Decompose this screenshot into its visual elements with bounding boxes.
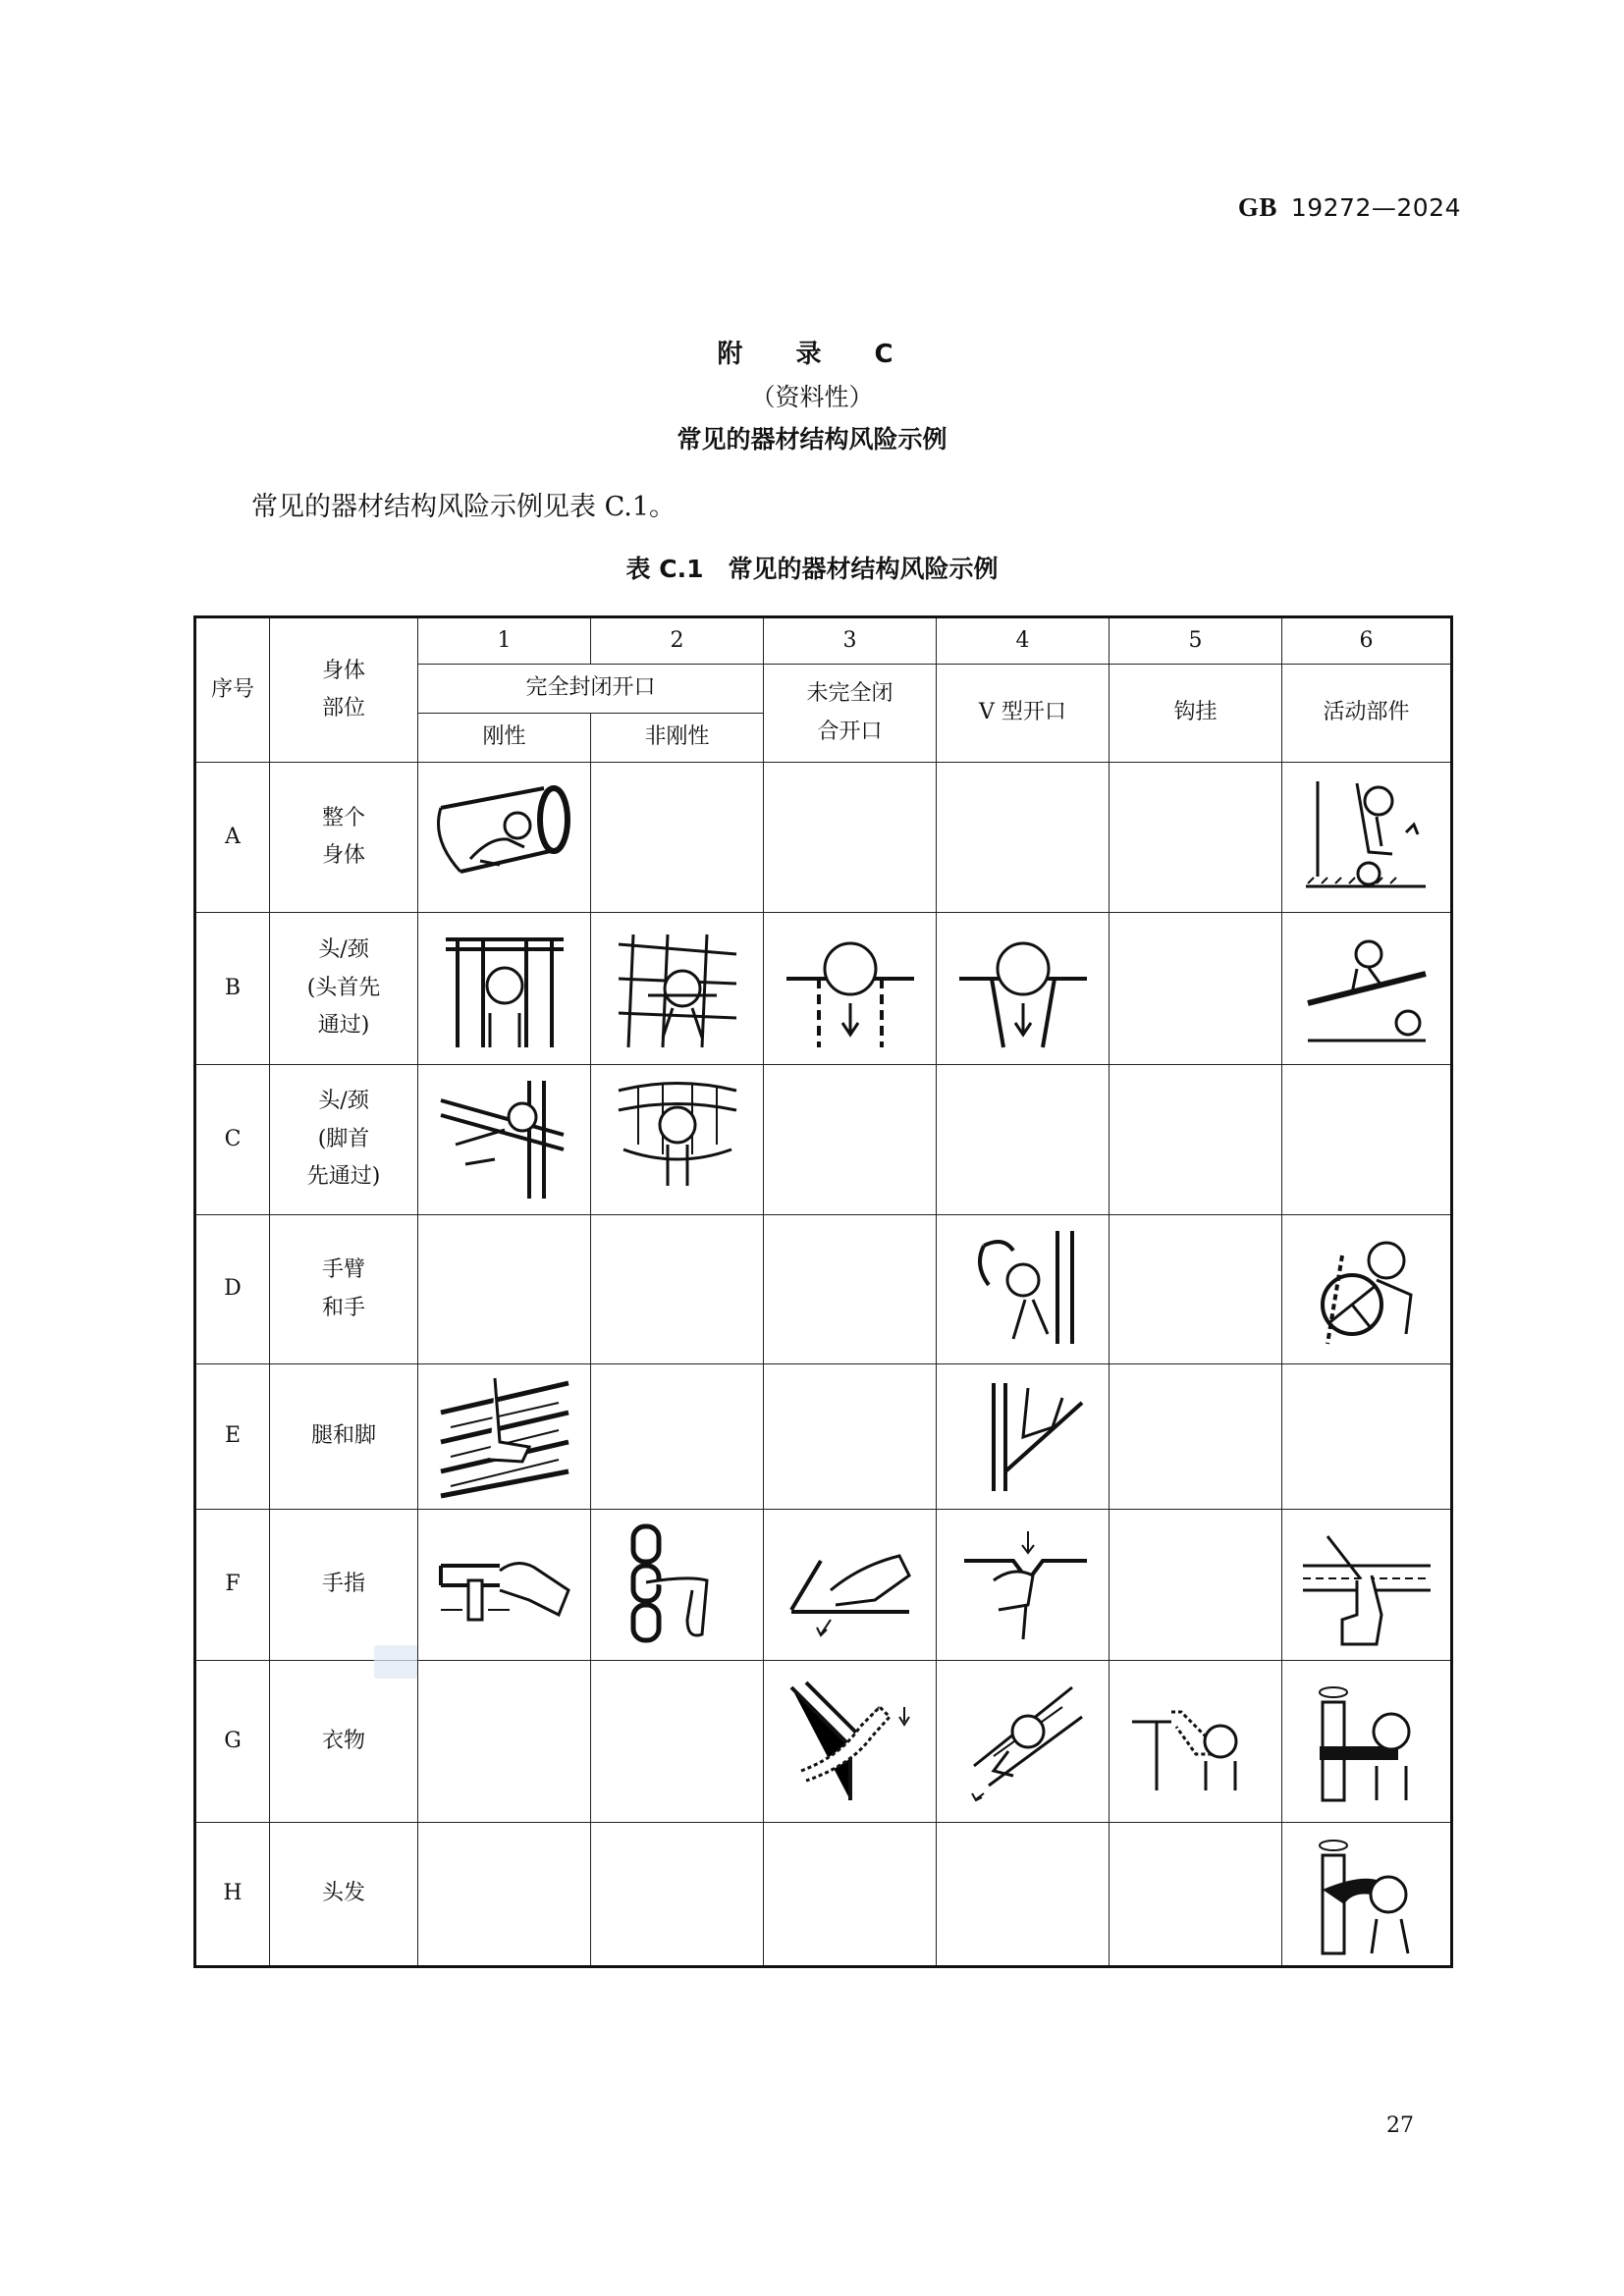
- figure-cell: [1282, 913, 1452, 1065]
- table-row: [195, 1823, 1452, 1967]
- header-num-3: 3: [764, 617, 937, 665]
- figure-cell: [591, 763, 764, 913]
- figure-cell: [937, 1364, 1110, 1510]
- table-row: [195, 1510, 1452, 1661]
- figure-cell: [418, 1823, 591, 1967]
- figure-cell: [1110, 1823, 1282, 1967]
- figure-cell: [1282, 1065, 1452, 1215]
- figure-cell: [1282, 1215, 1452, 1364]
- annex-subtitle: 常见的器材结构风险示例: [677, 425, 947, 454]
- figure-cell: [937, 1823, 1110, 1967]
- page-number: 27: [1386, 2113, 1414, 2138]
- figure-cell: [937, 763, 1110, 913]
- figure-cell: [764, 763, 937, 913]
- table-row: [195, 1215, 1452, 1364]
- standard-code: [1238, 192, 1461, 223]
- header-num-4: 4: [937, 617, 1110, 665]
- figure-cell: [764, 1364, 937, 1510]
- table-row: [195, 1065, 1452, 1215]
- figure-cell: [764, 1215, 937, 1364]
- figure-cell: [1110, 1661, 1282, 1823]
- figure-cell: [591, 1661, 764, 1823]
- header-non-rigid: 非刚性: [591, 714, 764, 763]
- row-body-part: 整个 身体: [270, 763, 418, 913]
- row-body-part: 头发: [270, 1823, 418, 1967]
- figure-cell: [764, 1661, 937, 1823]
- figure-cell: [1110, 1065, 1282, 1215]
- head-net-icon: [609, 925, 746, 1052]
- figure-cell: [418, 1510, 591, 1661]
- figure-cell: [418, 913, 591, 1065]
- finger-chain-icon: [609, 1522, 746, 1649]
- header-hooking: 钩挂: [1110, 665, 1282, 763]
- figure-cell: [418, 763, 591, 913]
- figure-cell: [764, 1823, 937, 1967]
- head-rigid-bars-icon: [436, 925, 573, 1052]
- row-body-part: 衣物: [270, 1661, 418, 1823]
- figure-cell: [591, 1215, 764, 1364]
- figure-cell: [591, 1823, 764, 1967]
- clothing-slide-icon: [954, 1678, 1092, 1805]
- header-body-part: 身体部位: [270, 617, 418, 763]
- table-row: [195, 913, 1452, 1065]
- header-num-6: 6: [1282, 617, 1452, 665]
- row-id: H: [195, 1823, 270, 1967]
- child-in-tube-icon: [431, 778, 578, 896]
- clothing-hook-icon: [1127, 1678, 1265, 1805]
- header-num-1: 1: [418, 617, 591, 665]
- header-num-5: 5: [1110, 617, 1282, 665]
- header-rigid: 刚性: [418, 714, 591, 763]
- header-closed-opening: 完全封闭开口: [418, 665, 764, 714]
- figure-cell: [1282, 1364, 1452, 1510]
- row-body-part: 腿和脚: [270, 1364, 418, 1510]
- head-v-opening-icon: [954, 925, 1092, 1052]
- figure-cell: [1110, 1215, 1282, 1364]
- figure-cell: [1282, 1661, 1452, 1823]
- risk-table: [193, 615, 1453, 1968]
- figure-cell: [418, 1364, 591, 1510]
- header-seq: 序号: [195, 617, 270, 763]
- header-v-opening: V 型开口: [937, 665, 1110, 763]
- finger-tube-icon: [431, 1522, 578, 1649]
- hair-rotating-post-icon: [1298, 1831, 1435, 1958]
- figure-cell: [764, 913, 937, 1065]
- standard-prefix: GB: [1237, 192, 1277, 222]
- header-num-2: 2: [591, 617, 764, 665]
- figure-cell: [1110, 1510, 1282, 1661]
- figure-cell: [937, 1065, 1110, 1215]
- head-seesaw-icon: [1298, 925, 1435, 1052]
- feet-first-net-icon: [609, 1076, 746, 1203]
- figure-cell: [1110, 763, 1282, 913]
- row-id: E: [195, 1364, 270, 1510]
- figure-cell: [764, 1510, 937, 1661]
- row-body-part: 手臂 和手: [270, 1215, 418, 1364]
- figure-cell: [937, 1215, 1110, 1364]
- figure-cell: [591, 1364, 764, 1510]
- annex-title: 附 录 C: [717, 340, 907, 369]
- finger-edge-icon: [782, 1522, 919, 1649]
- figure-cell: [1282, 763, 1452, 913]
- feet-first-rigid-icon: [436, 1076, 573, 1203]
- row-id: A: [195, 763, 270, 913]
- figure-cell: [1282, 1510, 1452, 1661]
- head-partial-opening-icon: [782, 925, 919, 1052]
- figure-cell: [937, 1661, 1110, 1823]
- header-moving-parts: 活动部件: [1282, 665, 1452, 763]
- row-id: B: [195, 913, 270, 1065]
- figure-cell: [937, 913, 1110, 1065]
- table-row: [195, 1364, 1452, 1510]
- clothing-rotating-post-icon: [1298, 1678, 1435, 1805]
- row-id: F: [195, 1510, 270, 1661]
- leg-v-opening-icon: [954, 1373, 1092, 1501]
- finger-v-gap-icon: [954, 1522, 1092, 1649]
- child-on-swing-icon: [1298, 774, 1435, 901]
- table-row: [195, 763, 1452, 913]
- figure-cell: [1110, 913, 1282, 1065]
- watermark-stamp: [374, 1645, 417, 1679]
- table-caption: 表 C.1 常见的器材结构风险示例: [625, 555, 999, 583]
- row-body-part: 手指: [270, 1510, 418, 1661]
- figure-cell: [418, 1065, 591, 1215]
- figure-cell: [1282, 1823, 1452, 1967]
- figure-cell: [418, 1215, 591, 1364]
- row-body-part: 头/颈 (头首先 通过): [270, 913, 418, 1065]
- row-id: C: [195, 1065, 270, 1215]
- row-body-part: 头/颈 (脚首 先通过): [270, 1065, 418, 1215]
- figure-cell: [937, 1510, 1110, 1661]
- row-id: G: [195, 1661, 270, 1823]
- figure-cell: [591, 1510, 764, 1661]
- figure-cell: [418, 1661, 591, 1823]
- figure-cell: [591, 1065, 764, 1215]
- figure-cell: [591, 913, 764, 1065]
- arm-v-opening-icon: [954, 1226, 1092, 1354]
- finger-moving-part-icon: [1298, 1522, 1435, 1649]
- row-id: D: [195, 1215, 270, 1364]
- intro-paragraph: 常见的器材结构风险示例见表 C.1。: [251, 492, 677, 522]
- annex-nature: （资料性）: [750, 383, 874, 411]
- figure-cell: [1110, 1364, 1282, 1510]
- arm-rotating-wheel-icon: [1298, 1226, 1435, 1354]
- foot-stair-gap-icon: [436, 1373, 573, 1501]
- figure-cell: [764, 1065, 937, 1215]
- standard-number: 19272—2024: [1290, 193, 1461, 222]
- table-row: [195, 1661, 1452, 1823]
- clothing-rope-icon: [782, 1678, 919, 1805]
- header-partial-opening: 未完全闭合开口: [764, 665, 937, 763]
